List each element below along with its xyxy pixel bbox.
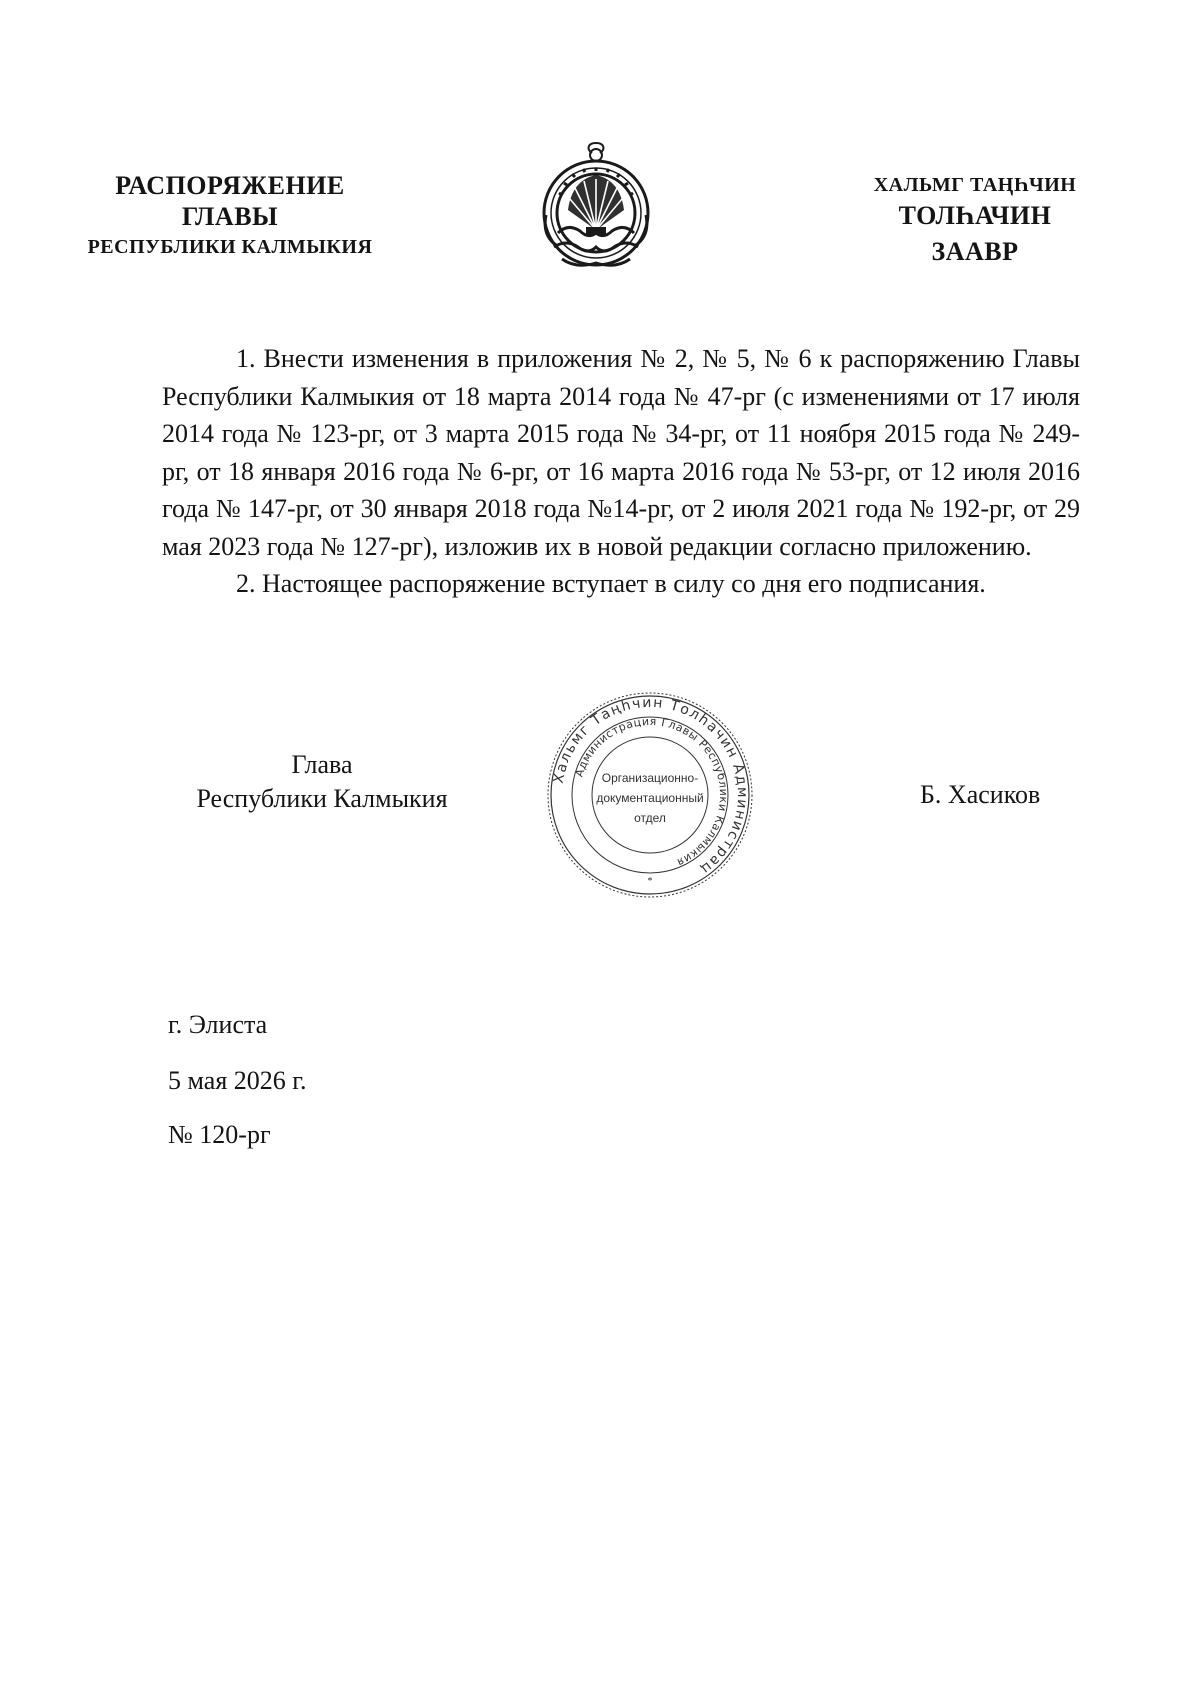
stamp-center-line2: документационный <box>596 791 704 805</box>
stamp-outer-text: Хальмг Таңһчин Толһачин Администрац <box>550 694 751 878</box>
signatory-title-line1: Глава <box>291 750 353 779</box>
kalmyk-head-title: ТОЛҺАЧИН <box>898 201 1052 230</box>
issue-city: г. Элиста <box>168 1010 268 1039</box>
document-body <box>162 340 1080 603</box>
paragraph-1: 1. Внести изменения в приложения № 2, № 5, № 6 к распоряжению Главы Республики Калмыкия от 18 марта 2014 года № 47-рг (с изменениями от 17 июля 2014 года № 123-рг, от 3 марта 2015 года № 34-рг, от 11 ноября 2015 года № 249-рг, от 18 января 2016 года № 6-рг, от 16 марта 2016 года № 53-рг, от 12 июля 2016 года № 147-рг, от 30 января 2018 года №14-рг, от 2 июля 2021 года № 192-рг, от 29 мая 2023 года № 127-рг), изложив их в новой редакции согласно приложению. <box>162 344 1080 561</box>
paragraph-2: 2. Настоящее распоряжение вступает в силу со дня его подписания. <box>236 569 986 598</box>
kalmyk-doc-type: ЗААВР <box>931 237 1019 266</box>
issue-date: 5 мая 2026 г. <box>168 1066 307 1095</box>
header-right <box>830 172 1120 270</box>
signatory-title <box>162 748 482 816</box>
stamp-center-line3: отдел <box>634 811 666 825</box>
signatory-name: Б. Хасиков <box>920 780 1041 809</box>
header-left <box>80 170 380 262</box>
svg-text:*: * <box>647 876 653 887</box>
stamp-inner-text: Администрация Главы Республики Калмыкия <box>572 714 731 870</box>
coat-of-arms-icon <box>528 135 664 285</box>
official-stamp <box>545 690 755 900</box>
signatory-title-line2: Республики Калмыкия <box>196 784 448 813</box>
stamp-center-line1: Организационно- <box>601 771 699 785</box>
doc-type-subtitle: ГЛАВЫ <box>181 202 279 231</box>
kalmyk-republic-name: ХАЛЬМГ ТАҢҺЧИН <box>873 174 1077 196</box>
doc-type-title: РАСПОРЯЖЕНИЕ <box>115 171 345 200</box>
republic-name: РЕСПУБЛИКИ КАЛМЫКИЯ <box>87 236 373 258</box>
document-number: № 120-рг <box>168 1120 271 1149</box>
